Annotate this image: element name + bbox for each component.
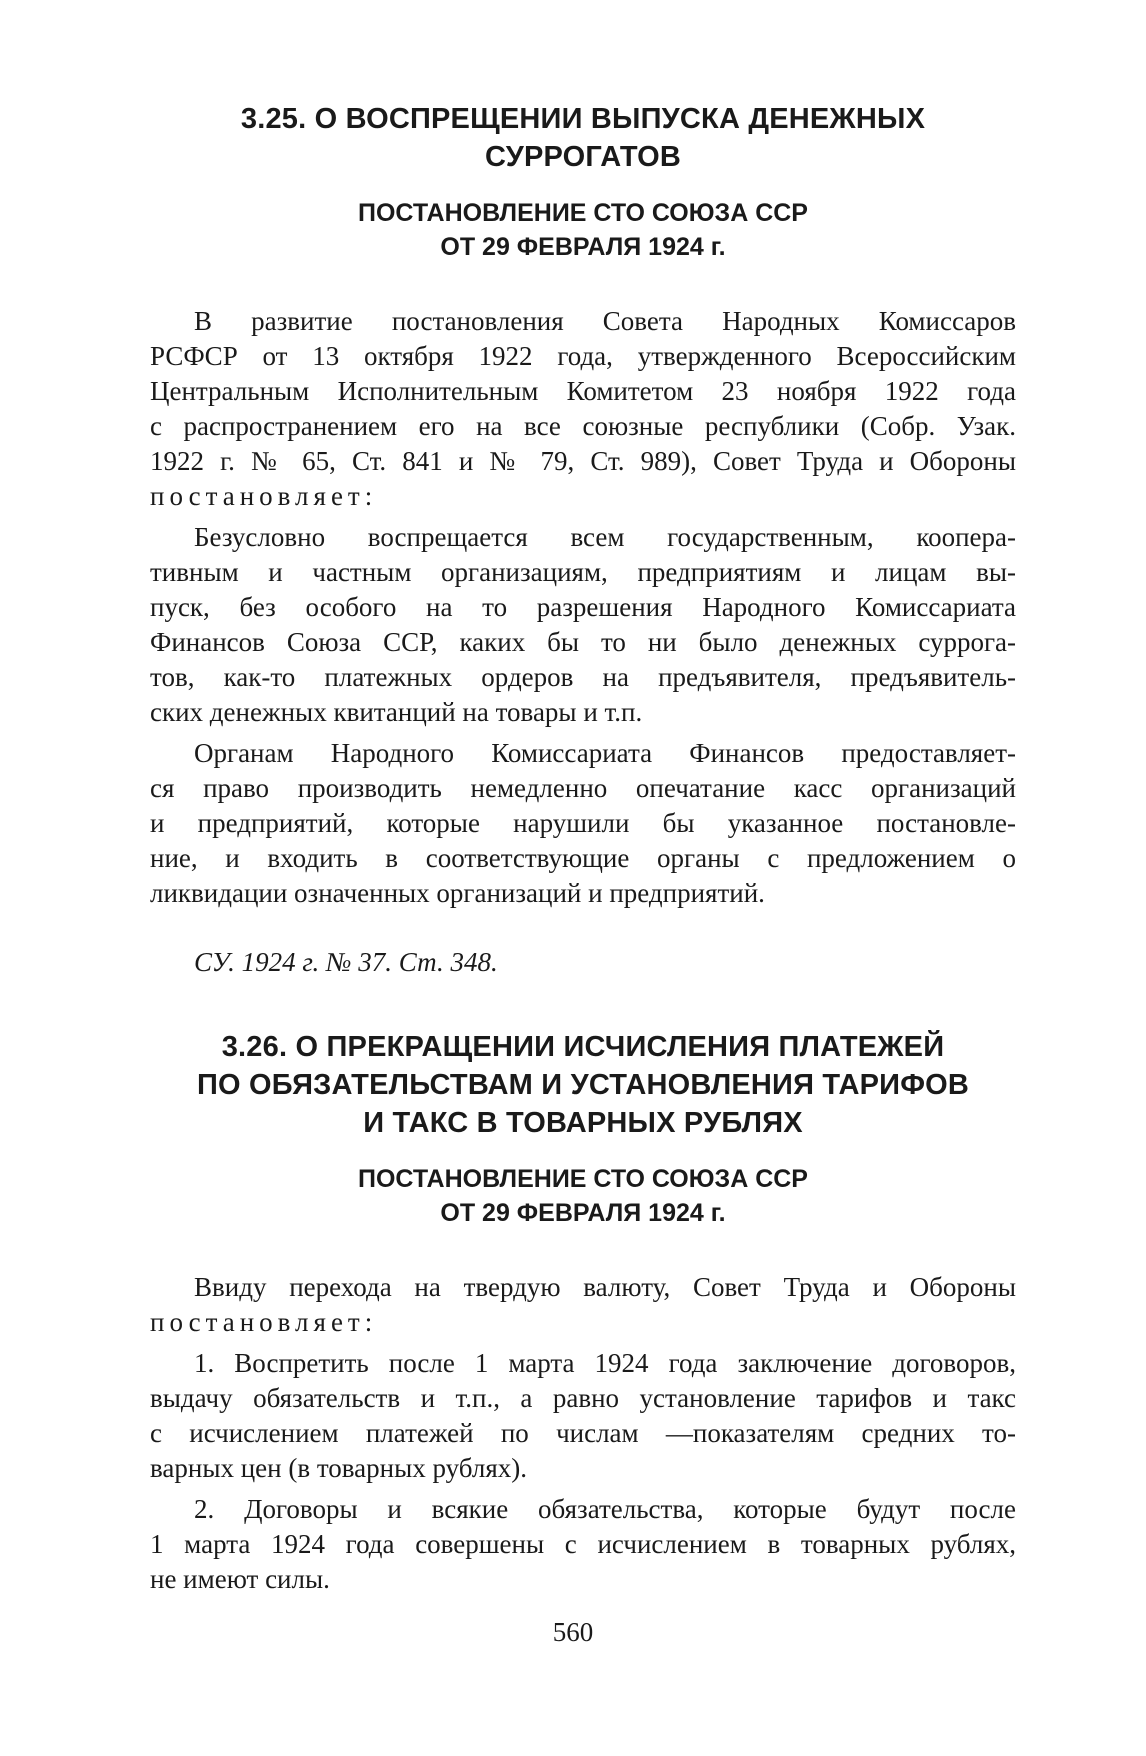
text-line-decree: постановляет: (150, 1307, 378, 1337)
section-title (150, 1028, 1016, 1142)
text-line: Органам Народного Комиссариата Финансов предоставляет- (194, 738, 1016, 768)
text-line: ся право производить немедленно опечатание касс организаций (150, 773, 1016, 803)
subtitle-line: ОТ 29 ФЕВРАЛЯ 1924 г. (440, 233, 726, 261)
title-line: И ТАКС В ТОВАРНЫХ РУБЛЯХ (363, 1107, 803, 1139)
text-line: Финансов Союза ССР, каких бы то ни было денежных суррога- (150, 627, 1016, 657)
text-line: РСФСР от 13 октября 1922 года, утвержденного Всероссийским (150, 341, 1016, 371)
text-line: Ввиду перехода на твердую валюту, Совет Труда и Обороны (194, 1272, 1016, 1302)
paragraph-preamble (150, 1270, 1016, 1340)
text-line: 1922 г. № 65, Ст. 841 и № 79, Ст. 989), Совет Труда и Обороны (150, 446, 1016, 476)
text-line: 1 марта 1924 года совершены с исчислением в товарных рублях, (150, 1529, 1016, 1559)
title-line: ПО ОБЯЗАТЕЛЬСТВАМ И УСТАНОВЛЕНИЯ ТАРИФОВ (196, 1069, 970, 1101)
text-line: В развитие постановления Совета Народных Комиссаров (194, 306, 1016, 336)
text-line: ских денежных квитанций на товары и т.п. (150, 697, 643, 727)
paragraph-enforcement (150, 736, 1016, 911)
text-line: пуск, без особого на то разрешения Народного Комиссариата (150, 592, 1016, 622)
text-line: тов, как-то платежных ордеров на предъявителя, предъявитель- (150, 662, 1016, 692)
section-title (150, 100, 1016, 176)
text-line: с распространением его на все союзные республики (Собр. Узак. (150, 411, 1016, 441)
title-line: 3.26. О ПРЕКРАЩЕНИИ ИСЧИСЛЕНИЯ ПЛАТЕЖЕЙ (221, 1031, 945, 1063)
title-line: 3.25. О ВОСПРЕЩЕНИИ ВЫПУСКА ДЕНЕЖНЫХ (240, 103, 926, 135)
paragraph-prohibition (150, 520, 1016, 730)
text-line-decree: постановляет: (150, 481, 378, 511)
page-number: 560 (552, 1617, 594, 1647)
paragraph-item-2 (150, 1492, 1016, 1597)
paragraph-preamble (150, 304, 1016, 514)
section-subtitle (150, 196, 1016, 264)
text-line: Центральным Исполнительным Комитетом 23 ноября 1922 года (150, 376, 1016, 406)
source-citation: СУ. 1924 г. № 37. Ст. 348. (194, 947, 498, 977)
text-line: 1. Воспретить после 1 марта 1924 года заключение договоров, (194, 1348, 1016, 1378)
subtitle-line: ОТ 29 ФЕВРАЛЯ 1924 г. (440, 1199, 726, 1227)
text-line: тивным и частным организациям, предприятиям и лицам вы- (150, 557, 1016, 587)
text-line: не имеют силы. (150, 1564, 330, 1594)
text-line: с исчислением платежей по числам —показателям средних то- (150, 1418, 1016, 1448)
section-3-26 (150, 1028, 1016, 1597)
text-line: Безусловно воспрещается всем государственным, коопера- (194, 522, 1016, 552)
text-line: ние, и входить в соответствующие органы с предложением о (150, 843, 1016, 873)
title-line: СУРРОГАТОВ (484, 141, 682, 173)
text-line: варных цен (в товарных рублях). (150, 1453, 527, 1483)
text-line: ликвидации означенных организаций и предприятий. (150, 878, 765, 908)
text-line: выдачу обязательств и т.п., а равно установление тарифов и такс (150, 1383, 1016, 1413)
text-line: и предприятий, которые нарушили бы указанное постановле- (150, 808, 1016, 838)
subtitle-line: ПОСТАНОВЛЕНИЕ СТО СОЮЗА ССР (358, 199, 808, 227)
section-3-25 (150, 100, 1016, 980)
section-subtitle (150, 1162, 1016, 1230)
subtitle-line: ПОСТАНОВЛЕНИЕ СТО СОЮЗА ССР (358, 1165, 808, 1193)
paragraph-item-1 (150, 1346, 1016, 1486)
text-line: 2. Договоры и всякие обязательства, которые будут после (194, 1494, 1016, 1524)
